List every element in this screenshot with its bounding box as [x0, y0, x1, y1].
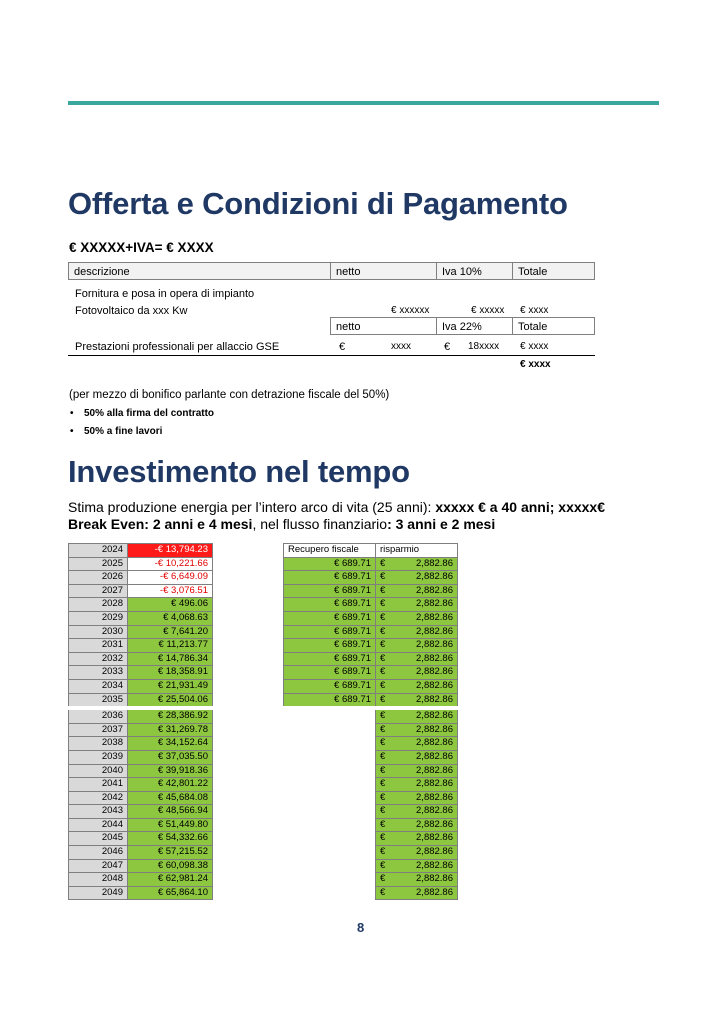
savings-row — [284, 859, 458, 873]
risparmio-cell — [376, 750, 458, 764]
header-recupero-fiscale: Recupero fiscale — [284, 544, 376, 558]
savings-row — [284, 750, 458, 764]
cashflow-cell: € 496.06 — [128, 598, 213, 612]
offer-header-iva: Iva 10% — [436, 262, 513, 280]
empty-cell — [284, 737, 376, 751]
bullet-dot-icon: • — [70, 408, 74, 419]
year-cell: 2049 — [69, 886, 128, 900]
risparmio-value: 2,882.86 — [416, 846, 453, 858]
year-row — [69, 625, 213, 639]
savings-row — [284, 571, 458, 585]
empty-cell — [284, 832, 376, 846]
page-number: 8 — [357, 920, 365, 935]
euro-symbol: € — [380, 666, 386, 678]
year-cell: 2035 — [69, 693, 128, 708]
item2-iva: 18xxxx — [468, 341, 500, 352]
risparmio-value: 2,882.86 — [416, 791, 453, 803]
risparmio-cell — [376, 598, 458, 612]
item1-iva: € xxxxx — [471, 305, 505, 316]
risparmio-value: 2,882.86 — [416, 693, 453, 705]
risparmio-cell — [376, 723, 458, 737]
risparmio-value: 2,882.86 — [416, 652, 453, 664]
year-row — [69, 693, 213, 708]
section-title-investment: Investimento nel tempo — [68, 454, 410, 489]
euro-symbol: € — [380, 639, 386, 651]
year-cell: 2048 — [69, 873, 128, 887]
risparmio-cell — [376, 805, 458, 819]
year-row — [69, 886, 213, 900]
year-row — [69, 873, 213, 887]
recupero-cell: € 689.71 — [284, 557, 376, 571]
bullet-item — [70, 426, 162, 437]
risparmio-cell — [376, 818, 458, 832]
recupero-cell: € 689.71 — [284, 666, 376, 680]
year-cell: 2034 — [69, 679, 128, 693]
recupero-cell: € 689.71 — [284, 693, 376, 708]
risparmio-value: 2,882.86 — [416, 723, 453, 735]
year-cell: 2030 — [69, 625, 128, 639]
recupero-cell: € 689.71 — [284, 611, 376, 625]
grand-total: € xxxx — [520, 359, 551, 370]
cashflow-cell: -€ 13,794.23 — [128, 544, 213, 558]
year-row — [69, 818, 213, 832]
savings-row — [284, 598, 458, 612]
cashflow-cell: € 4,068.63 — [128, 611, 213, 625]
risparmio-cell — [376, 571, 458, 585]
savings-row — [284, 708, 458, 723]
cashflow-cell: € 57,215.52 — [128, 846, 213, 860]
recupero-cell: € 689.71 — [284, 652, 376, 666]
bullet-dot-icon: • — [70, 426, 74, 437]
header-risparmio: risparmio — [376, 544, 458, 558]
item2-totale: € xxxx — [520, 341, 549, 352]
offer-header-netto: netto — [330, 262, 437, 280]
offer-header-row — [68, 262, 595, 280]
year-row — [69, 805, 213, 819]
year-cell: 2027 — [69, 584, 128, 598]
risparmio-value: 2,882.86 — [416, 598, 453, 610]
euro-symbol: € — [380, 818, 386, 830]
risparmio-value: 2,882.86 — [416, 778, 453, 790]
cashflow-cell: € 54,332.66 — [128, 832, 213, 846]
offer-header-descrizione: descrizione — [68, 262, 331, 280]
summary-bold: xxxxx € a 40 anni; xxxxx€ — [435, 499, 605, 515]
year-row — [69, 778, 213, 792]
euro-symbol: € — [380, 886, 386, 898]
euro-symbol: € — [380, 557, 386, 569]
empty-cell — [284, 873, 376, 887]
section-title-offer: Offerta e Condizioni di Pagamento — [68, 186, 568, 221]
euro-symbol: € — [380, 859, 386, 871]
header-accent-rule — [68, 101, 659, 105]
risparmio-value: 2,882.86 — [416, 764, 453, 776]
cash-flow-text: : 3 anni e 2 mesi — [387, 516, 496, 532]
savings-header-row — [284, 544, 458, 558]
year-cell: 2044 — [69, 818, 128, 832]
year-row — [69, 557, 213, 571]
risparmio-value: 2,882.86 — [416, 873, 453, 885]
year-cell: 2026 — [69, 571, 128, 585]
item2-iva-sym: € — [444, 341, 451, 353]
year-row — [69, 846, 213, 860]
savings-row — [284, 639, 458, 653]
year-row — [69, 611, 213, 625]
cashflow-cell: € 31,269.78 — [128, 723, 213, 737]
euro-symbol: € — [380, 846, 386, 858]
risparmio-value: 2,882.86 — [416, 737, 453, 749]
year-cell: 2024 — [69, 544, 128, 558]
euro-symbol: € — [380, 764, 386, 776]
year-row — [69, 859, 213, 873]
risparmio-cell — [376, 679, 458, 693]
summary-text: Stima produzione energia per l’intero arco di vita (25 anni): — [68, 499, 436, 515]
savings-row — [284, 584, 458, 598]
year-cell: 2037 — [69, 723, 128, 737]
savings-row — [284, 557, 458, 571]
risparmio-cell — [376, 639, 458, 653]
year-cell: 2038 — [69, 737, 128, 751]
year-row — [69, 666, 213, 680]
cashflow-cell: € 28,386.92 — [128, 708, 213, 723]
risparmio-cell — [376, 886, 458, 900]
empty-cell — [284, 791, 376, 805]
empty-cell — [284, 764, 376, 778]
year-row — [69, 737, 213, 751]
year-cell: 2039 — [69, 750, 128, 764]
risparmio-cell — [376, 625, 458, 639]
year-cell: 2045 — [69, 832, 128, 846]
euro-symbol: € — [380, 723, 386, 735]
risparmio-cell — [376, 859, 458, 873]
year-row — [69, 584, 213, 598]
savings-row — [284, 679, 458, 693]
savings-row — [284, 846, 458, 860]
euro-symbol: € — [380, 805, 386, 817]
savings-row — [284, 832, 458, 846]
cashflow-cell: € 7,641.20 — [128, 625, 213, 639]
empty-cell — [284, 805, 376, 819]
euro-symbol: € — [380, 625, 386, 637]
year-row — [69, 639, 213, 653]
risparmio-cell — [376, 584, 458, 598]
euro-symbol: € — [380, 750, 386, 762]
risparmio-cell — [376, 778, 458, 792]
item2-netto-sym: € — [339, 341, 346, 353]
risparmio-cell — [376, 873, 458, 887]
empty-cell — [284, 708, 376, 723]
euro-symbol: € — [380, 584, 386, 596]
risparmio-value: 2,882.86 — [416, 584, 453, 596]
year-row — [69, 598, 213, 612]
risparmio-value: 2,882.86 — [416, 679, 453, 691]
risparmio-cell — [376, 611, 458, 625]
empty-cell — [284, 778, 376, 792]
offer-header2-totale: Totale — [512, 317, 595, 335]
year-row — [69, 708, 213, 723]
item1-totale: € xxxx — [520, 305, 549, 316]
cashflow-cell: € 21,931.49 — [128, 679, 213, 693]
cashflow-cell: € 39,918.36 — [128, 764, 213, 778]
year-row — [69, 723, 213, 737]
risparmio-cell — [376, 652, 458, 666]
euro-symbol: € — [380, 873, 386, 885]
risparmio-cell — [376, 846, 458, 860]
recupero-cell: € 689.71 — [284, 571, 376, 585]
year-cell: 2046 — [69, 846, 128, 860]
year-row — [69, 791, 213, 805]
euro-symbol: € — [380, 598, 386, 610]
euro-symbol: € — [380, 832, 386, 844]
break-even-text: Break Even: 2 anni e 4 mesi — [68, 516, 253, 532]
recupero-cell: € 689.71 — [284, 584, 376, 598]
cumulative-cashflow-table — [68, 543, 213, 900]
year-row — [69, 832, 213, 846]
recupero-cell: € 689.71 — [284, 625, 376, 639]
risparmio-value: 2,882.86 — [416, 859, 453, 871]
savings-row — [284, 873, 458, 887]
cashflow-cell: € 11,213.77 — [128, 639, 213, 653]
risparmio-value: 2,882.86 — [416, 666, 453, 678]
empty-cell — [284, 818, 376, 832]
offer-header-totale: Totale — [512, 262, 595, 280]
cashflow-cell: € 25,504.06 — [128, 693, 213, 708]
cashflow-cell: € 51,449.80 — [128, 818, 213, 832]
cashflow-cell: € 34,152.64 — [128, 737, 213, 751]
bullet-item — [70, 408, 214, 419]
risparmio-value: 2,882.86 — [416, 805, 453, 817]
summary-text: , nel flusso finanziario — [252, 516, 388, 532]
year-cell: 2031 — [69, 639, 128, 653]
offer-header2-netto: netto — [330, 317, 437, 335]
item2-netto: xxxx — [391, 341, 411, 352]
euro-symbol: € — [380, 778, 386, 790]
risparmio-cell — [376, 557, 458, 571]
euro-symbol: € — [380, 710, 386, 722]
cashflow-cell: € 37,035.50 — [128, 750, 213, 764]
year-cell: 2040 — [69, 764, 128, 778]
risparmio-cell — [376, 832, 458, 846]
risparmio-value: 2,882.86 — [416, 710, 453, 722]
bullet-text: 50% a fine lavori — [84, 426, 163, 437]
recupero-cell: € 689.71 — [284, 598, 376, 612]
cashflow-cell: € 48,566.94 — [128, 805, 213, 819]
euro-symbol: € — [380, 737, 386, 749]
risparmio-value: 2,882.86 — [416, 639, 453, 651]
euro-symbol: € — [380, 611, 386, 623]
risparmio-cell — [376, 791, 458, 805]
cashflow-cell: € 45,684.08 — [128, 791, 213, 805]
empty-cell — [284, 859, 376, 873]
savings-row — [284, 611, 458, 625]
savings-row — [284, 693, 458, 708]
savings-row — [284, 652, 458, 666]
risparmio-cell — [376, 764, 458, 778]
euro-symbol: € — [380, 679, 386, 691]
risparmio-value: 2,882.86 — [416, 625, 453, 637]
risparmio-value: 2,882.86 — [416, 818, 453, 830]
year-cell: 2042 — [69, 791, 128, 805]
year-row — [69, 571, 213, 585]
payment-note: (per mezzo di bonifico parlante con detrazione fiscale del 50%) — [69, 389, 390, 401]
year-cell: 2025 — [69, 557, 128, 571]
recupero-cell: € 689.71 — [284, 639, 376, 653]
savings-row — [284, 737, 458, 751]
savings-row — [284, 886, 458, 900]
risparmio-value: 2,882.86 — [416, 832, 453, 844]
year-cell: 2036 — [69, 708, 128, 723]
risparmio-value: 2,882.86 — [416, 611, 453, 623]
bullet-text: 50% alla firma del contratto — [84, 408, 215, 419]
cashflow-cell: -€ 6,649.09 — [128, 571, 213, 585]
savings-row — [284, 791, 458, 805]
cashflow-cell: € 42,801.22 — [128, 778, 213, 792]
cashflow-cell: € 65,864.10 — [128, 886, 213, 900]
year-row — [69, 652, 213, 666]
year-row — [69, 679, 213, 693]
cashflow-cell: € 18,358.91 — [128, 666, 213, 680]
risparmio-cell — [376, 693, 458, 708]
risparmio-cell — [376, 708, 458, 723]
item1-desc-line2: Fotovoltaico da xxx Kw — [75, 305, 188, 317]
investment-summary — [68, 499, 658, 533]
risparmio-cell — [376, 666, 458, 680]
recupero-cell: € 689.71 — [284, 679, 376, 693]
year-row — [69, 750, 213, 764]
savings-row — [284, 778, 458, 792]
savings-table — [283, 543, 458, 900]
item1-desc-line1: Fornitura e posa in opera di impianto — [75, 288, 255, 300]
euro-symbol: € — [380, 652, 386, 664]
year-row — [69, 764, 213, 778]
risparmio-value: 2,882.86 — [416, 571, 453, 583]
risparmio-value: 2,882.86 — [416, 557, 453, 569]
offer-header2-iva: Iva 22% — [436, 317, 513, 335]
year-cell: 2032 — [69, 652, 128, 666]
empty-cell — [284, 723, 376, 737]
euro-symbol: € — [380, 571, 386, 583]
cashflow-cell: € 60,098.38 — [128, 859, 213, 873]
cashflow-cell: -€ 10,221.66 — [128, 557, 213, 571]
empty-cell — [284, 886, 376, 900]
risparmio-cell — [376, 737, 458, 751]
cashflow-cell: € 62,981.24 — [128, 873, 213, 887]
year-cell: 2043 — [69, 805, 128, 819]
cashflow-cell: € 14,786.34 — [128, 652, 213, 666]
euro-symbol: € — [380, 693, 386, 705]
empty-cell — [284, 750, 376, 764]
savings-row — [284, 666, 458, 680]
cashflow-cell: -€ 3,076.51 — [128, 584, 213, 598]
item1-netto: € xxxxxx — [391, 305, 430, 316]
year-cell: 2028 — [69, 598, 128, 612]
savings-row — [284, 625, 458, 639]
price-summary: € XXXXX+IVA= € XXXX — [69, 240, 214, 255]
savings-row — [284, 805, 458, 819]
savings-row — [284, 764, 458, 778]
year-cell: 2033 — [69, 666, 128, 680]
savings-row — [284, 723, 458, 737]
risparmio-value: 2,882.86 — [416, 750, 453, 762]
empty-cell — [284, 846, 376, 860]
year-cell: 2041 — [69, 778, 128, 792]
year-row — [69, 544, 213, 558]
year-cell: 2029 — [69, 611, 128, 625]
savings-row — [284, 818, 458, 832]
risparmio-value: 2,882.86 — [416, 886, 453, 898]
item2-desc: Prestazioni professionali per allaccio GSE — [75, 341, 280, 353]
year-cell: 2047 — [69, 859, 128, 873]
euro-symbol: € — [380, 791, 386, 803]
